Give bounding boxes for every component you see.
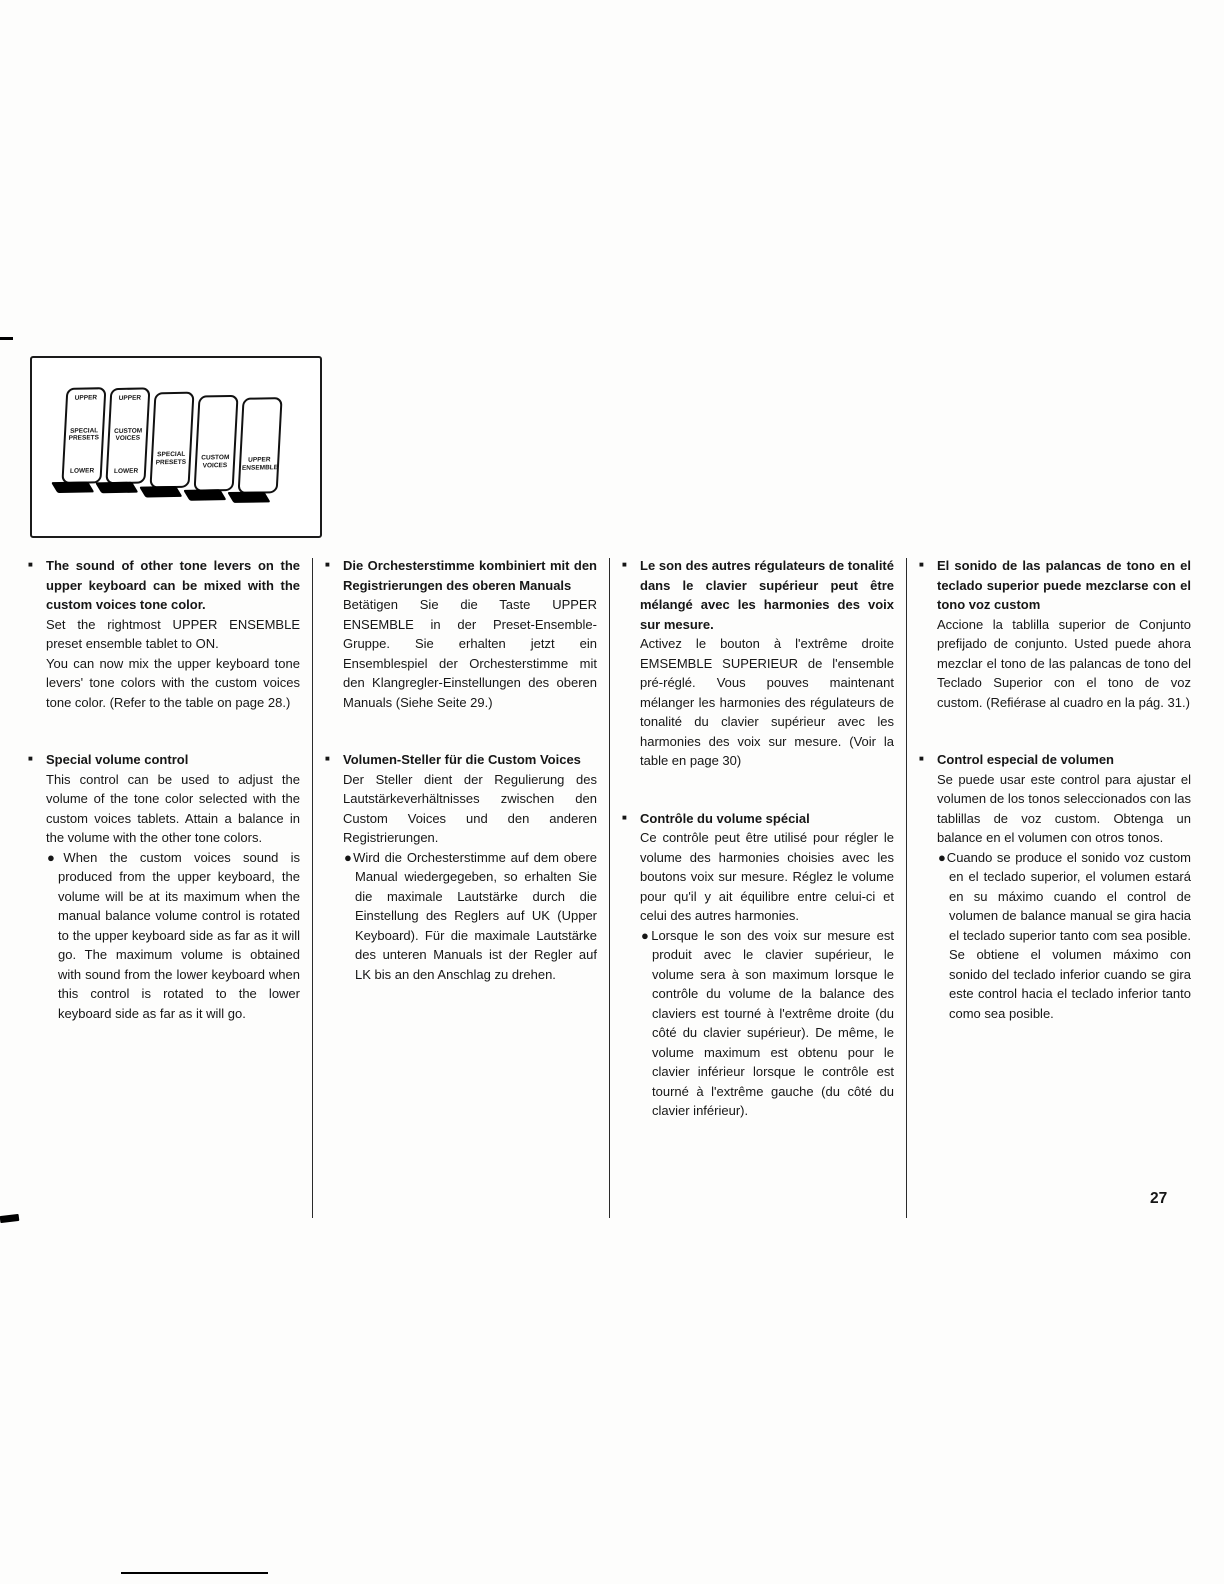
bullet-paragraph: ●Lorsque le son des voix sur mesure est produit avec le clavier supérieur, le volume sera à son maximum lorsque le contrôle du volume de la balance des claviers est tourné à l'extrême droite (du côté du clavier supérieur). De même, le volume maximum est obtenu pour le clavier inférieur lorsque le contrôle est tourné à l'extrême gauche (du côté du clavier inférieur). [641, 927, 894, 1118]
tablet-label: CUSTOM VOICES [113, 427, 143, 443]
section-volume-de [325, 750, 597, 984]
square-bullet-icon: ■ [919, 754, 924, 763]
section-heading [622, 556, 894, 634]
paragraph: Betätigen Sie die Taste UPPER ENSEMBLE in der Preset-Ensemble-Gruppe. Sie erhalten jetzt ein Ensemblespiel der Orchesterstimme mit den Klangregler-Einstellungen des oberen Manuals (Siehe Seite 29.) [343, 597, 597, 710]
tablet-diagram [30, 356, 322, 538]
scan-mark-bottom-left [0, 1214, 19, 1223]
paragraph: Ce contrôle peut être utilisé pour régler le volume des harmonies choisies avec les boutons voix sur mesure. Réglez le volume pour qu'il y ait équilibre entre celui-ci et celui des autres harmonies. [640, 830, 894, 923]
content-columns [28, 556, 1196, 1218]
square-bullet-icon: ■ [622, 560, 627, 569]
section-mixing-en [28, 556, 300, 712]
section-heading [325, 750, 597, 770]
heading-text: Control especial de volumen [937, 752, 1114, 767]
tablet-label: LOWER [69, 466, 95, 475]
section-mixing-es [919, 556, 1191, 712]
tablet-upper-ensemble [238, 397, 283, 494]
heading-text: El sonido de las palancas de tono en el teclado superior puede mezclarse con el tono voz custom [937, 558, 1191, 612]
section-heading [919, 750, 1191, 770]
column-german [325, 556, 597, 1218]
section-heading [325, 556, 597, 595]
tablet-special-presets-rocker [61, 387, 106, 484]
column-divider [906, 558, 907, 1218]
square-bullet-icon: ■ [28, 560, 33, 569]
column-spanish [919, 556, 1191, 1218]
column-english [28, 556, 300, 1218]
tablet-custom-voices [194, 395, 239, 492]
section-mixing-fr [622, 556, 894, 771]
heading-text: Contrôle du volume spécial [640, 810, 810, 826]
section-heading [28, 750, 300, 770]
section-heading [919, 556, 1191, 615]
tablet-label: SPECIAL PRESETS [68, 426, 100, 442]
paragraph: You can now mix the upper keyboard tone levers' tone colors with the custom voices tone color. (Refer to the table on page 28.) [46, 655, 300, 710]
paragraph: Accione la tablilla superior de Conjunto prefijado de conjunto. Usted puede ahora mezclar el tono de las palancas de tono del Teclado Superior con el tono de voz custom. (Refiérase al cuadro en la pág. 31.) [937, 616, 1191, 710]
scan-mark-top-left [0, 337, 13, 340]
square-bullet-icon: ■ [28, 754, 33, 763]
tablet-custom-voices-rocker [105, 387, 150, 484]
heading-text: Le son des autres régulateurs de tonalité dans le clavier supérieur peut être mélangé avec les harmonies des voix sur mesure. [640, 558, 894, 632]
tablet-label: SPECIAL PRESETS [155, 450, 187, 466]
section-volume-es [919, 750, 1191, 1023]
scan-underline-bottom [121, 1572, 268, 1574]
section-volume-en [28, 750, 300, 1023]
tablet-label: LOWER [113, 467, 139, 475]
page-number: 27 [1150, 1190, 1168, 1207]
heading-text: The sound of other tone levers on the upper keyboard can be mixed with the custom voices tone color. [46, 558, 300, 612]
tablet-label: UPPER [118, 394, 142, 402]
column-divider [312, 558, 313, 1218]
section-mixing-de [325, 556, 597, 712]
paragraph: Se puede usar este control para ajustar el volumen de los tonos seleccionados con las tablillas de voz custom. Obtenga un balance en el volumen con otros tonos. [937, 771, 1191, 845]
tablet-special-presets [149, 392, 194, 489]
section-volume-fr [622, 809, 894, 1121]
tablet-label: CUSTOM VOICES [201, 454, 230, 470]
tablet-label: UPPER ENSEMBLE [241, 456, 279, 472]
tablet-row [63, 384, 285, 497]
column-french [622, 556, 894, 1218]
paragraph: This control can be used to adjust the volume of the tone color selected with the custom voices tablets. Attain a balance in the volume with the other tone colors. [46, 771, 300, 845]
bullet-paragraph: ●Wird die Orchesterstimme auf dem obere Manual wiedergegeben, so erhalten Sie die maximale Lautstärke durch die Einstellung des Reglers auf UK (Upper Keyboard). Für die maximale Lautstärke des unteren Manuals ist der Regler auf LK bis an den Anschlag zu drehen. [344, 849, 597, 982]
bullet-paragraph: ●Cuando se produce el sonido voz custom en el teclado superior, el volumen estará en su máximo cuando el control de volumen de balance manual se gira hacia el teclado superior tanto com sea posible. Se obtiene el volumen máximo con sonido del teclado inferior cuando se gira este control hacia el teclado inferior tanto como sea posible. [938, 849, 1191, 1021]
square-bullet-icon: ■ [325, 560, 330, 569]
section-heading [28, 556, 300, 615]
square-bullet-icon: ■ [919, 560, 924, 569]
heading-text: Volumen-Steller für die Custom Voices [343, 752, 581, 767]
paragraph: Activez le bouton à l'extrême droite EMSEMBLE SUPERIEUR de l'ensemble pré-réglé. Vous pouves maintenant mélanger les harmonies des régulateurs de tonalité du clavier supérieur avec les harmonies des voix sur mesure. (Voir la table en page 30) [640, 636, 894, 768]
section-heading [622, 809, 894, 829]
bullet-paragraph: ●When the custom voices sound is produced from the upper keyboard, the volume will be at its maximum when the manual balance volume control is rotated to the upper keyboard side as far as it will go. The maximum volume is obtained with sound from the lower keyboard when this control is rotated to the lower keyboard side as far as it will go. [47, 849, 300, 1021]
heading-text: Die Orchesterstimme kombiniert mit den Registrierungen des oberen Manuals [343, 558, 597, 593]
square-bullet-icon: ■ [622, 812, 627, 822]
column-divider [609, 558, 610, 1218]
heading-text: Special volume control [46, 752, 189, 767]
tablet-label: UPPER [74, 394, 98, 402]
square-bullet-icon: ■ [325, 754, 330, 763]
paragraph: Set the rightmost UPPER ENSEMBLE preset ensemble tablet to ON. [46, 616, 300, 651]
paragraph: Der Steller dient der Regulierung des Lautstärkeverhältnisses zwischen den Custom Voices und den anderen Registrierungen. [343, 771, 597, 845]
